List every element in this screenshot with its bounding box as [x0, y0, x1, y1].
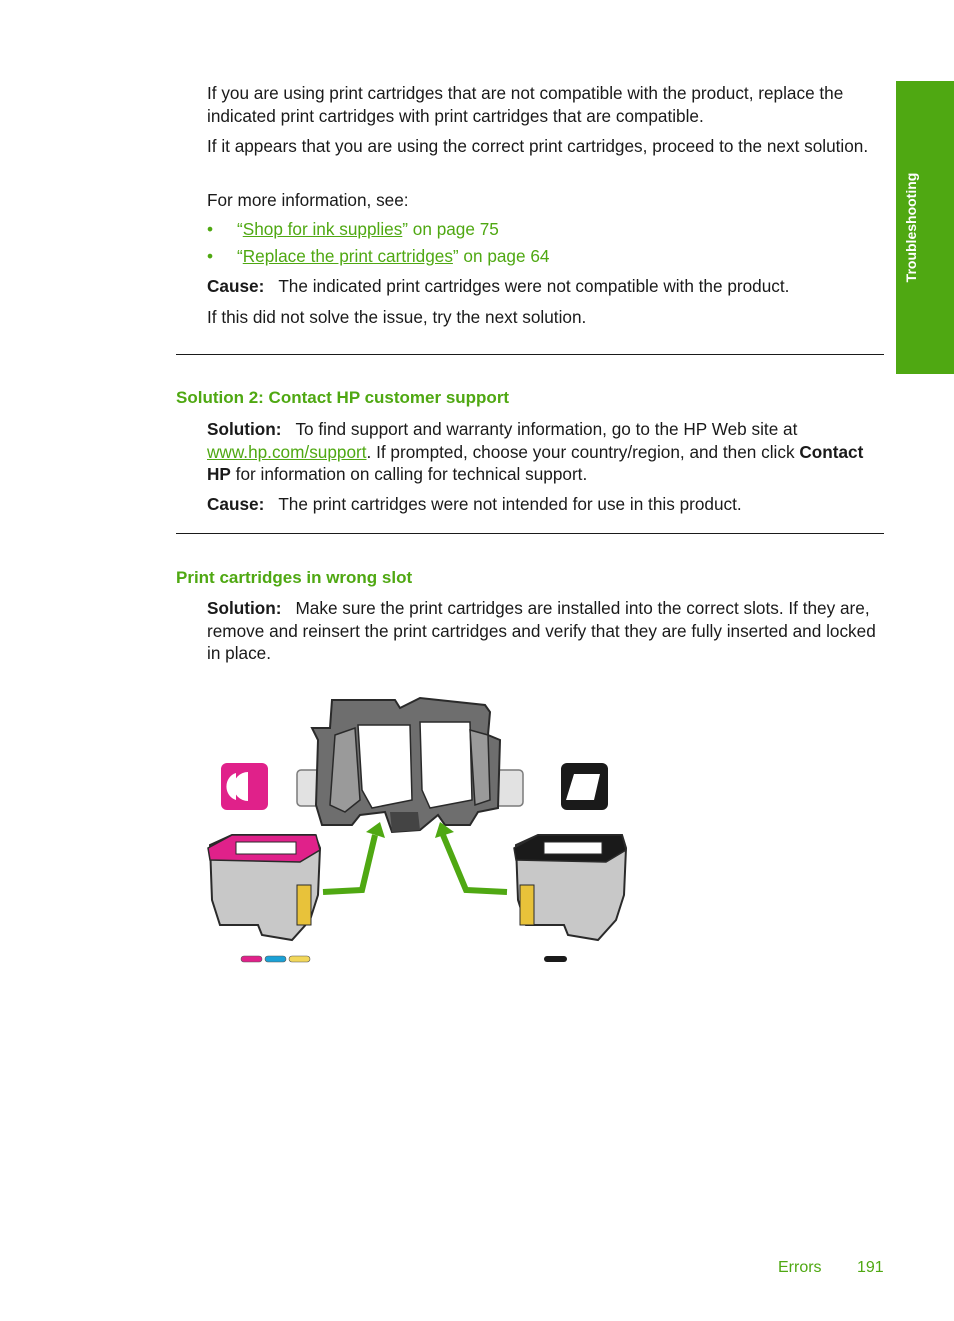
intro-paragraph-2: If it appears that you are using the correct print cartridges, proceed to the next solution. [207, 136, 869, 156]
solution-text: for information on calling for technical support. [230, 464, 588, 484]
intro-paragraph-3: For more information, see: [207, 190, 409, 210]
cause-paragraph [207, 275, 887, 298]
page-number: 191 [857, 1259, 884, 1276]
link-shop-ink-supplies[interactable]: Shop for ink supplies [242, 219, 403, 239]
carriage-rod [297, 770, 523, 806]
link-hp-support[interactable]: www.hp.com/support [207, 441, 367, 462]
bullet-marker: • [207, 246, 214, 266]
page-reference: ” on page 64 [452, 246, 550, 266]
cause-text: The print cartridges were not intended for use in this product. [278, 494, 742, 514]
contact-hp-bold: Contact HP [207, 441, 864, 484]
solution-paragraph [207, 597, 887, 665]
bullet-marker: • [207, 219, 214, 239]
magenta-ink-indicator [241, 956, 262, 962]
quote-mark: “ [237, 246, 243, 266]
cyan-ink-indicator [265, 956, 286, 962]
intro-paragraph-1: If you are using print cartridges that are not compatible with the product, replace the indicated print cartridges with print cartridges that are compatible. [207, 83, 844, 126]
section-heading-solution-2: Solution 2: Contact HP customer support [176, 388, 510, 407]
left-insert-arrow [323, 822, 385, 892]
quote-mark: “ [237, 219, 243, 239]
cause-label: Cause: [207, 276, 265, 296]
black-ink-indicator [544, 956, 567, 962]
divider [176, 533, 884, 534]
right-insert-arrow [435, 822, 507, 892]
cause-text: The indicated print cartridges were not compatible with the product. [278, 276, 790, 296]
side-tab [896, 81, 954, 374]
cause-paragraph [207, 493, 887, 516]
solution-label: Solution: [207, 419, 282, 439]
solution-text: To find support and warranty information, go to the HP Web site at [295, 419, 798, 439]
page-reference: ” on page 75 [402, 219, 499, 239]
cause-label: Cause: [207, 494, 265, 514]
black-cartridge [514, 835, 626, 940]
section-heading-wrong-slot: Print cartridges in wrong slot [176, 568, 413, 587]
tri-color-cartridge-icon [221, 763, 268, 810]
link-replace-print-cartridges[interactable]: Replace the print cartridges [242, 246, 453, 266]
print-carriage [312, 698, 500, 832]
tri-color-cartridge [208, 835, 320, 940]
black-cartridge-icon [561, 763, 608, 810]
solution-text: Make sure the print cartridges are installed into the correct slots. If they are, remove and reinsert the print cartridges and verify that they are fully inserted and locked in place. [207, 598, 876, 663]
solution-paragraph [207, 418, 887, 486]
solution-label: Solution: [207, 598, 282, 618]
side-tab-label: Troubleshooting [903, 172, 919, 283]
solution-text: . If prompted, choose your country/region, and then click [366, 441, 795, 462]
yellow-ink-indicator [289, 956, 310, 962]
footer-section: Errors [778, 1259, 822, 1276]
divider [176, 354, 884, 355]
next-solution-text: If this did not solve the issue, try the next solution. [207, 307, 587, 327]
